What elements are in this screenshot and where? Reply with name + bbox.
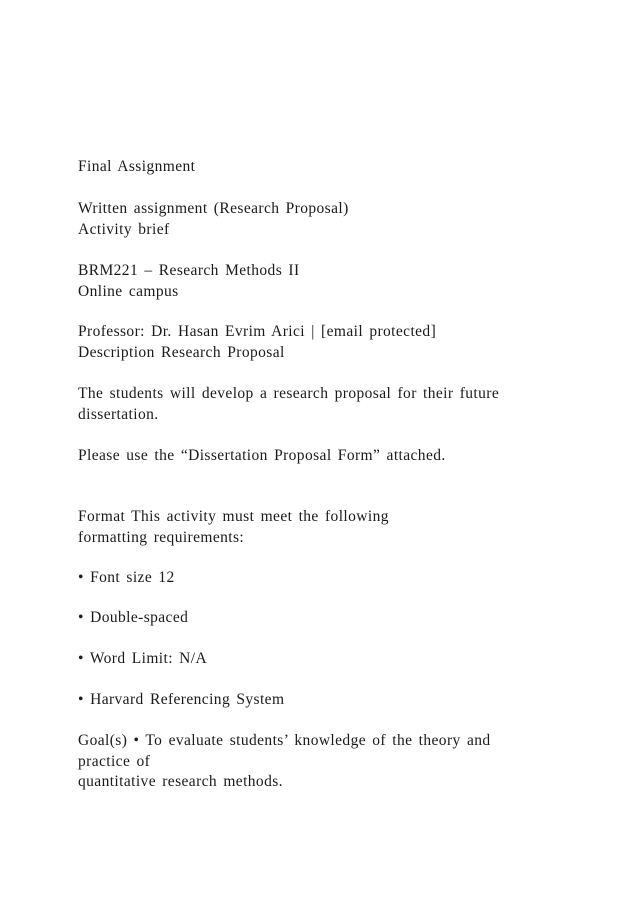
intro-paragraph-line-1: The students will develop a research proposal for their future <box>78 385 500 402</box>
goal-line-1: Goal(s) • To evaluate students’ knowledge of the theory and <box>78 732 491 749</box>
course-code: BRM221 – Research Methods II <box>78 262 300 279</box>
format-line-1: Format This activity must meet the following <box>78 508 389 525</box>
campus-label: Online campus <box>78 283 179 300</box>
activity-label: Activity brief <box>78 221 170 238</box>
description-line: Description Research Proposal <box>78 344 285 361</box>
assignment-type: Written assignment (Research Proposal) <box>78 200 349 217</box>
format-line-2: formatting requirements: <box>78 529 245 546</box>
requirement-spacing: • Double-spaced <box>78 609 189 626</box>
requirement-word-limit: • Word Limit: N/A <box>78 650 208 667</box>
goal-line-2: practice of <box>78 753 151 770</box>
document-title: Final Assignment <box>78 158 196 175</box>
professor-line: Professor: Dr. Hasan Evrim Arici | [email protected] <box>78 323 437 340</box>
goal-line-3: quantitative research methods. <box>78 773 283 790</box>
intro-paragraph-line-2: dissertation. <box>78 406 159 423</box>
requirement-font-size: • Font size 12 <box>78 569 175 586</box>
instruction-line: Please use the “Dissertation Proposal Form” attached. <box>78 447 446 464</box>
requirement-referencing: • Harvard Referencing System <box>78 691 285 708</box>
